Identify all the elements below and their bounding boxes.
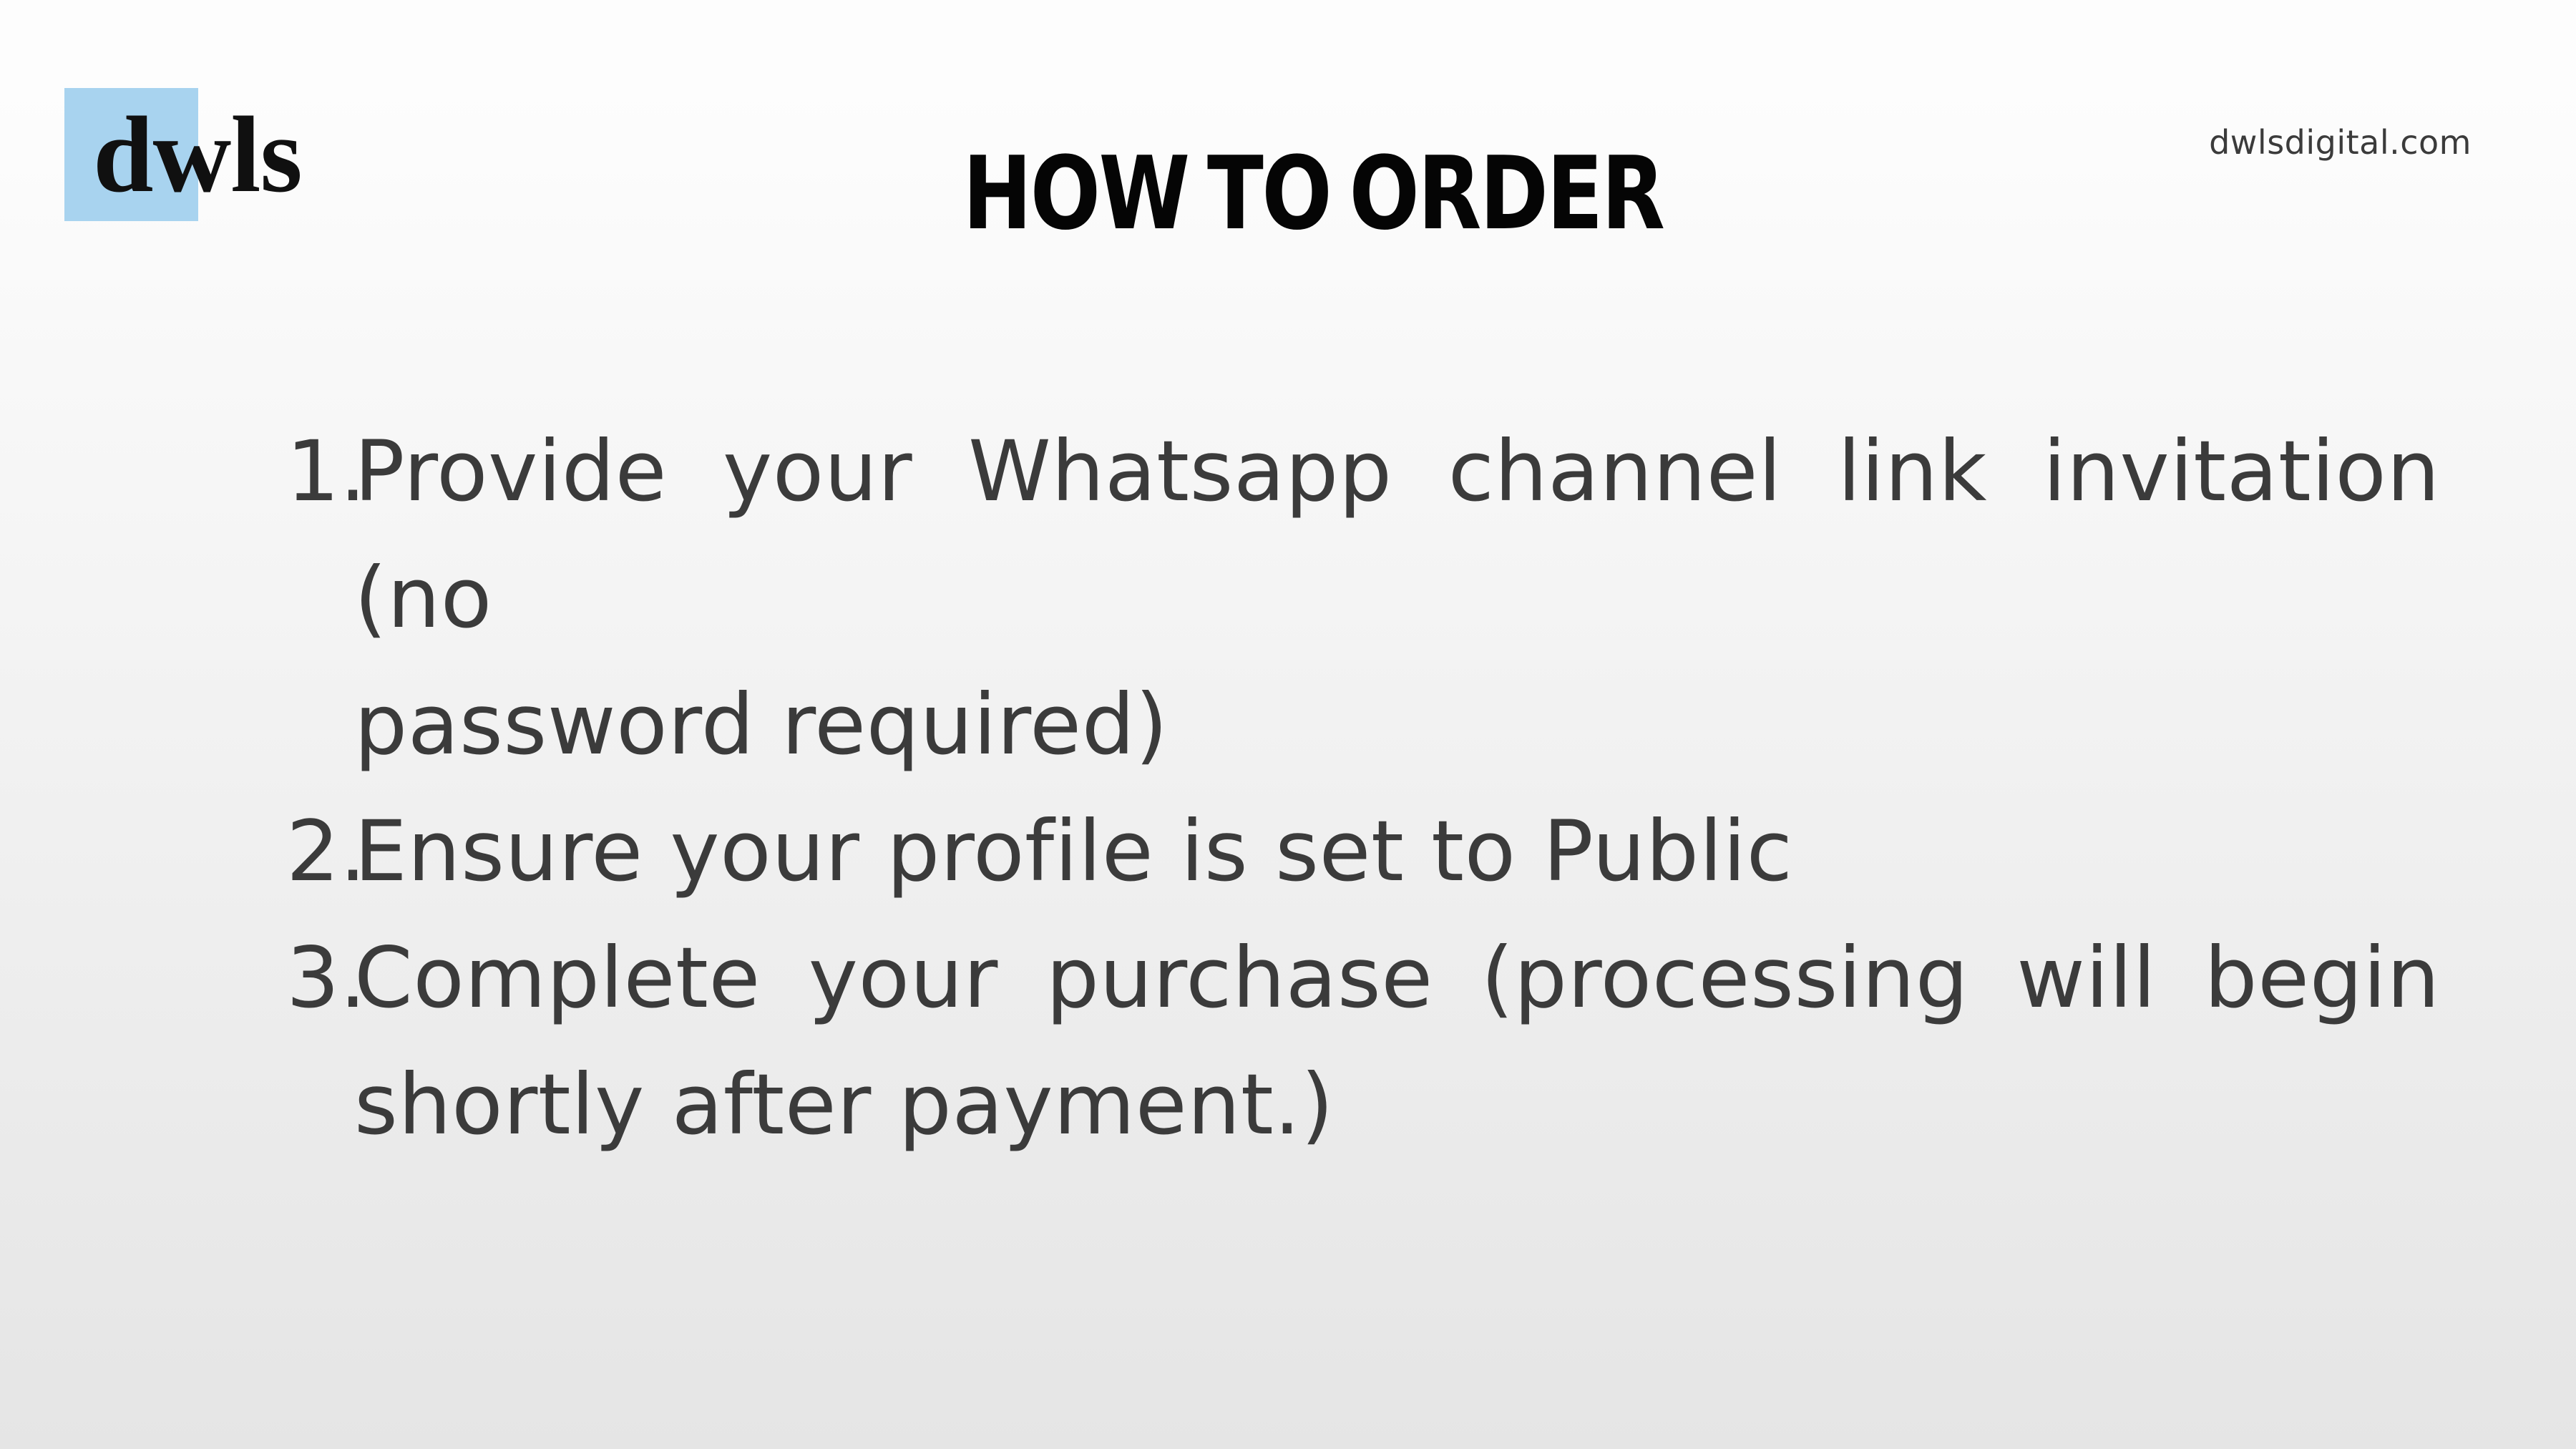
logo-wordmark: dwls [93,94,302,215]
step-line: password required) [354,675,1169,774]
order-step-3 [286,914,2440,1168]
order-steps-list [286,408,2440,1168]
step-number: 3. [286,929,366,1027]
order-step-1 [286,408,2440,788]
step-number: 1. [286,422,366,520]
page-title-wrap [0,136,2576,252]
website-url: dwlsdigital.com [2209,123,2472,162]
step-line: Ensure your profile is set to Public [354,802,1793,900]
step-text [354,408,2440,788]
step-number: 2. [286,802,366,900]
step-line: Provide your Whatsapp channel link invitation (no [354,422,2440,647]
page-title: HOW TO ORDER [962,135,1664,253]
step-text [354,914,2440,1168]
step-line: Complete your purchase (processing will begin [354,929,2440,1027]
step-line: shortly after payment.) [354,1055,1335,1153]
step-text [354,788,2440,914]
order-step-2 [286,788,2440,914]
